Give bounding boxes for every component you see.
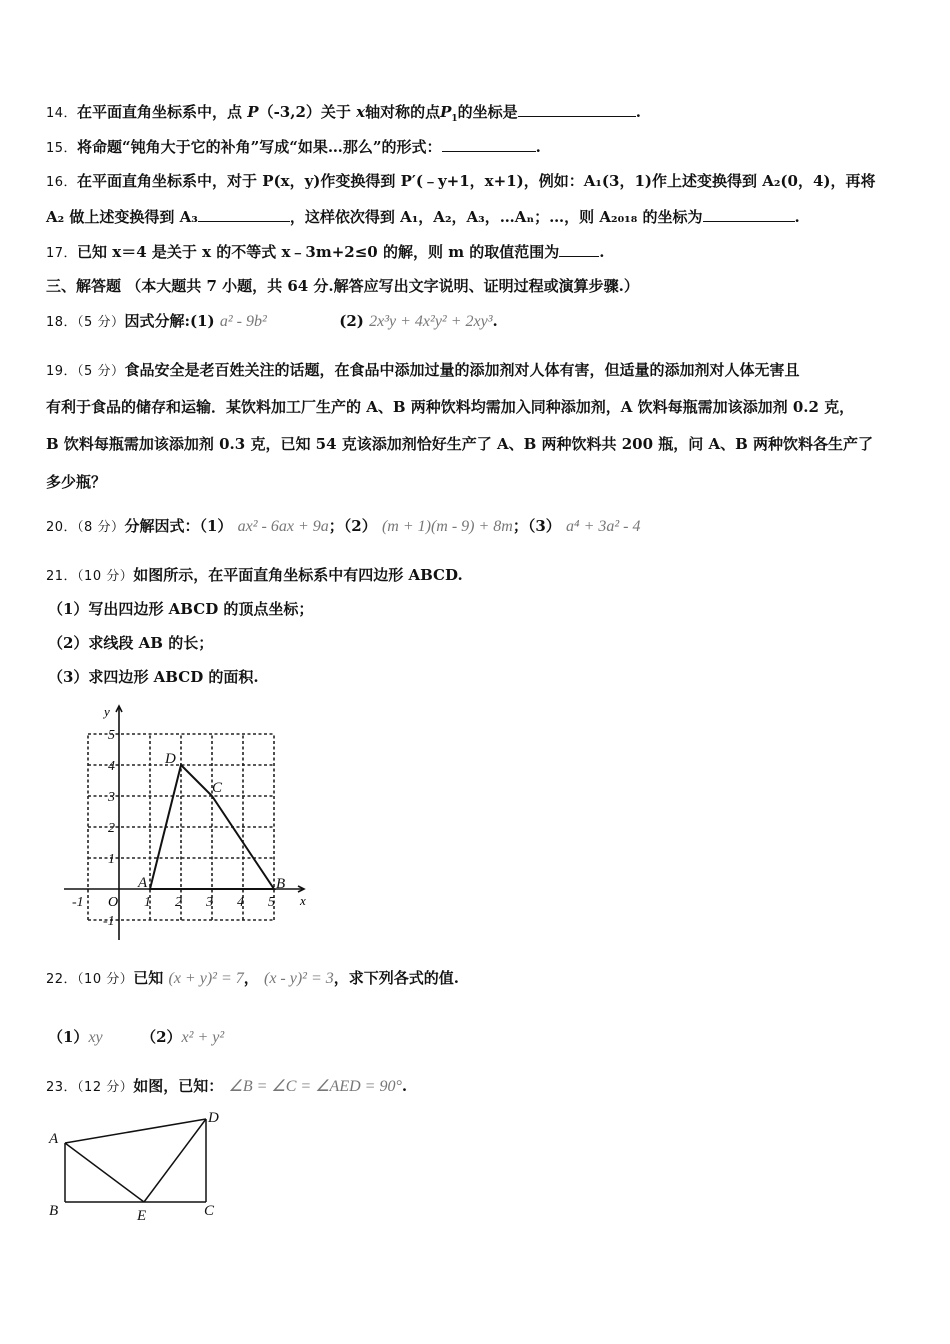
coordinate-figure <box>60 700 310 945</box>
q19-line1: 19．（5 分）食品安全是老百姓关注的话题，在食品中添加过量的添加剂对人体有害，但适量的添加剂对人体无害且 <box>46 361 800 379</box>
y-tick-label: 5 <box>108 728 115 743</box>
formula: (x - y)² = 3 <box>263 970 334 987</box>
y-tick-label: 4 <box>108 759 115 774</box>
label-e: E <box>137 1208 147 1224</box>
q20: 20．（8 分）分解因式：（1） ax² - 6ax + 9a；（2） (m + 1)(m - 9) + 8m；（3） a⁴ + 3a² - 4 <box>46 517 641 535</box>
answer-blank[interactable] <box>518 102 636 117</box>
q16-line2: A₂ 做上述变换得到 A₃ ，这样依次得到 A₁，A₂，A₃，…Aₙ；…，则 A₂₀₁₈ 的坐标为 . <box>46 208 800 226</box>
formula: a² - 9b² <box>219 313 267 330</box>
section-heading: 三、解答题 （本大题共 7 小题，共 64 分.解答应写出文字说明、证明过程或演算步骤.） <box>46 277 639 295</box>
point-label-a: A <box>138 875 148 891</box>
q14: 14．在平面直角坐标系中，点 P（-3,2）关于 x轴对称的点$P_1$的坐标是 . <box>46 103 641 124</box>
label-b: B <box>49 1203 59 1219</box>
x-axis-label: x <box>300 893 306 908</box>
x-tick-label: -1 <box>72 895 84 910</box>
x-tick-label: 5 <box>268 895 275 910</box>
answer-blank[interactable] <box>442 137 536 152</box>
origin-label: O <box>108 895 119 910</box>
formula: 2x³y + 4x²y² + 2xy³ <box>369 313 493 330</box>
q21-part3: （3）求四边形 ABCD 的面积. <box>48 668 259 686</box>
y-tick-label: 2 <box>108 821 115 836</box>
q22-parts: （1）xy （2）x² + y² <box>48 1028 225 1046</box>
point-label-d: D <box>165 751 176 767</box>
geometry-figure <box>40 1105 240 1225</box>
q21-part2: （2）求线段 AB 的长； <box>48 634 214 652</box>
point-label-c: C <box>212 780 223 796</box>
formula: (m + 1)(m - 9) + 8m <box>381 518 513 535</box>
q17: 17．已知 x＝4 是关于 x 的不等式 x﹣3m+2≤0 的解，则 m 的取值范围为 . <box>46 243 605 261</box>
q18: 18．（5 分）因式分解:(1) a² - 9b² (2) 2x³y + 4x²y² + 2xy³. <box>46 312 498 330</box>
formula: (x + y)² = 7 <box>168 970 244 987</box>
formula: x² + y² <box>181 1029 225 1046</box>
q21-part1: （1）写出四边形 ABCD 的顶点坐标； <box>48 600 314 618</box>
answer-blank[interactable] <box>703 207 795 222</box>
q19-line3: B 饮料每瓶需加该添加剂 0.3 克，已知 54 克该添加剂恰好生产了 A、B 两种饮料共 200 瓶，问 A、B 两种饮料各生产了 <box>46 435 874 453</box>
segment-ae <box>65 1143 144 1202</box>
y-axis-label: y <box>104 704 110 719</box>
point-label-b: B <box>276 876 286 892</box>
y-tick-label: 1 <box>108 852 115 867</box>
q15: 15．将命题“钝角大于它的补角”写成“如果…那么”的形式： . <box>46 138 541 156</box>
q16-line1: 16．在平面直角坐标系中，对于 P(x，y)作变换得到 P′(﹣y+1，x+1)，例如：A₁(3，1)作上述变换得到 A₂(0，4)，再将 <box>46 172 876 190</box>
label-c: C <box>204 1203 215 1219</box>
x-tick-label: 2 <box>175 895 182 910</box>
formula: a⁴ + 3a² - 4 <box>566 518 641 535</box>
x-tick-label: 4 <box>237 895 244 910</box>
q21: 21．（10 分）如图所示，在平面直角坐标系中有四边形 ABCD. <box>46 566 463 584</box>
formula: ax² - 6ax + 9a <box>237 518 329 535</box>
q19-line4: 多少瓶？ <box>46 473 107 491</box>
segment-ad <box>65 1119 206 1143</box>
q22: 22．（10 分）已知 (x + y)² = 7， (x - y)² = 3，求下列各式的值. <box>46 969 459 987</box>
y-tick-label: 3 <box>108 790 115 805</box>
segment-ed <box>144 1119 206 1202</box>
answer-blank[interactable] <box>559 242 599 257</box>
label-a: A <box>49 1131 59 1147</box>
x-tick-label: 1 <box>144 895 151 910</box>
y-tick-label: -1 <box>103 914 115 929</box>
formula: xy <box>88 1029 103 1046</box>
answer-blank[interactable] <box>198 207 290 222</box>
formula: ∠B = ∠C = ∠AED = 90° <box>228 1078 402 1095</box>
label-d: D <box>208 1110 219 1126</box>
q19-line2: 有利于食品的储存和运输．某饮料加工厂生产的 A、B 两种饮料均需加入同种添加剂，A 饮料每瓶需加该添加剂 0.2 克， <box>46 398 855 416</box>
x-tick-label: 3 <box>206 895 213 910</box>
q23: 23．（12 分）如图，已知： ∠B = ∠C = ∠AED = 90°. <box>46 1077 408 1095</box>
